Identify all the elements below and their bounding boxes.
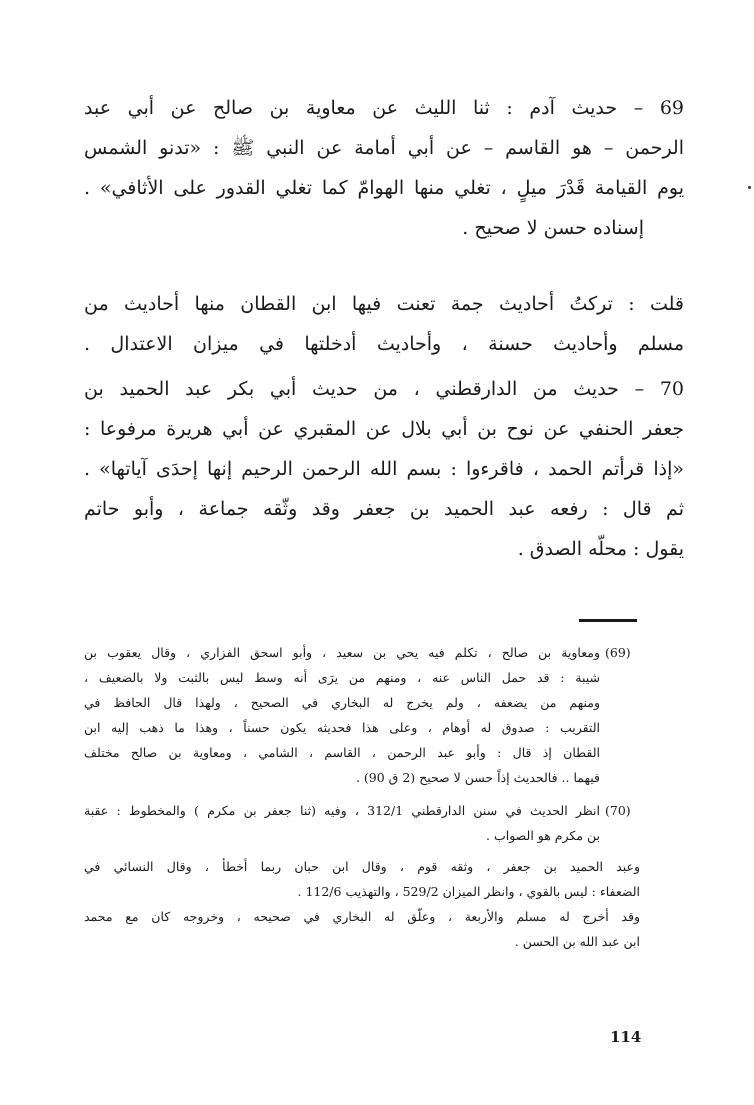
footnote-line: الضعفاء : ليس بالقوي ، وانظر الميزان 529/2 ، والتهذيب 112/6 . [297,884,640,899]
footnote-line: ومعاوية بن صالح ، تكلم فيه يحي بن سعيد ، وأبو اسحق الفزاري ، وقال يعقوب بن [84,645,600,660]
hadith-70-paragraph [84,369,684,569]
footnote-number: (70) [605,803,631,818]
text-line: ثم قال : رفعه عبد الحميد بن جعفر وقد وثّقه جماعة ، وأبو حاتم [84,498,684,520]
page-number: 114 [610,1028,642,1046]
footnote-line: ومنهم من يضعفه ، ولم يخرج له البخاري في الصحيح ، ولهذا قال الحافظ في [84,695,600,710]
text-line: الرحمن – هو القاسم – عن أبي أمامة عن النبي ﷺ : «تدنو الشمس [84,137,684,159]
footnote-70 [84,798,600,848]
footnote-line: ابن عبد الله بن الحسن . [514,934,640,949]
footnote-70-continued [84,854,640,954]
text-line: يقول : محلّه الصدق . [517,538,684,560]
text-line: «إذا قرأتم الحمد ، فاقرءوا : بسم الله الرحمن الرحيم إنها إحدَى آياتها» . [84,458,684,480]
text-line: مسلم وأحاديث حسنة ، وأحاديث أدخلتها في ميزان الاعتدال . [84,333,684,355]
text-line: يوم القيامة قَدْرَ ميلٍ ، تغلي منها الهوامّ كما تغلي القدور على الأثافي» . [84,177,684,199]
margin-dot [748,186,751,189]
footnote-69 [84,640,600,790]
text-line: إسناده حسن لا صحيح . [462,217,644,239]
footnote-line: بن مكرم هو الصواب . [486,828,600,843]
text-line: 70 – حديث من الدارقطني ، من حديث أبي بكر عبد الحميد بن [84,378,684,400]
footnote-line: وعبد الحميد بن جعفر ، وثقه قوم ، وقال ابن حبان ربما أخطأ ، وقال النسائي في [84,859,640,874]
footnote-separator [579,619,637,622]
footnote-line: انظر الحديث في سنن الدارقطني 312/1 ، وفيه (ثنا جعفر بن مكرم ) والمخطوط : عقبة [84,803,600,818]
footnote-line: القطان إذ قال : وأبو عبد الرحمن ، القاسم ، الشامي ، ومعاوية بن صالح مختلف [84,745,600,760]
footnote-line: التقريب : صدوق له أوهام ، وعلى هذا فحديثه يكون حسناً ، وهذا ما ذهب إليه ابن [84,720,600,735]
footnote-line: شيبة : قد حمل الناس عنه ، ومنهم من يرَى أنه وسط ليس بالثبت ولا بالضعيف ، [84,670,600,685]
text-line: قلت : تركتُ أحاديث جمة تعنت فيها ابن القطان منها أحاديث من [84,293,684,315]
text-line: 69 – حديث آدم : ثنا الليث عن معاوية بن صالح عن أبي عبد [84,97,684,119]
footnote-line: فيهما .. فالحديث إذاً حسن لا صحيح (2 ق 90) . [355,770,600,785]
author-note-paragraph [84,284,684,364]
footnote-line: وقد أخرج له مسلم والأربعة ، وعلّق له البخاري في صحيحه ، وخروجه كان مع محمد [84,909,640,924]
footnote-number: (69) [605,645,631,660]
text-line: جعفر الحنفي عن نوح بن أبي بلال عن المقبري عن أبي هريرة مرفوعا : [84,418,684,440]
hadith-69-paragraph [84,88,684,248]
